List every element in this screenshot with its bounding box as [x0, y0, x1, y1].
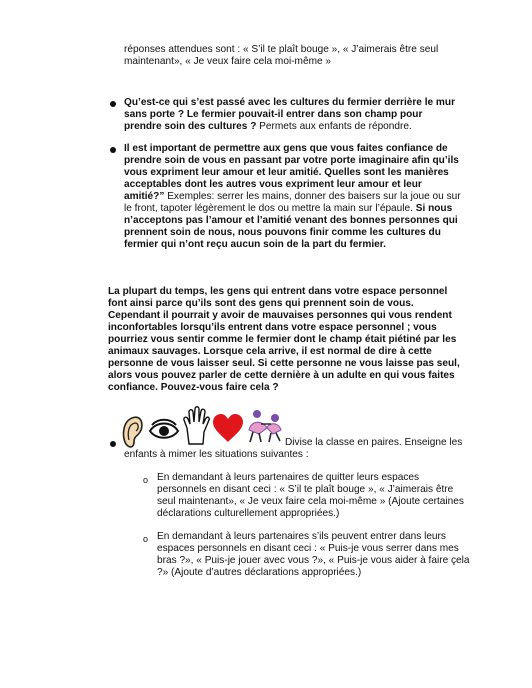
ear-icon: [118, 412, 146, 452]
intro-line-2: maintenant», « Je veux faire cela moi-même »: [124, 56, 332, 67]
main-paragraph: La plupart du temps, les gens qui entrent dans votre espace personnel font ainsi parce qu’ils sont des gens qui prennent soin de vous. Cependant il pourrait y avoir de mauvaises personnes qui vous rendent inconfortables lorsqu’ils entrent dans votre espace personnel ; vous pourriez vous sentir comme le fermier dont le champ était piétiné par les animaux sauvages. Lorsque cela arrive, il est normal de dire à cette personne de vous laisser seul. Si cette personne ne vous laisse pas seul, alors vous pouvez parler de cette dernière à un adulte en qui vous faites confiance. Pouvez-vous faire cela ?: [108, 286, 460, 393]
eye-icon: [148, 418, 180, 444]
bullet-marker: [110, 147, 116, 153]
intro-line-1: réponses attendues sont : « S’il te plaît bouge », « J’aimerais être seul: [124, 44, 439, 55]
bullet-marker: [110, 441, 116, 447]
bullet-3-text-line-1: Divise la classe en paires. Enseigne les: [285, 437, 463, 448]
bullet-1-text: [124, 97, 462, 133]
sub-bullet-marker: o: [143, 534, 149, 544]
bullet-2-text: [124, 143, 464, 251]
bullet-1-instruction: Permets aux enfants de répondre.: [256, 121, 412, 132]
hand-icon: [181, 406, 211, 446]
bullet-2-bold-tail: Si nous n’acceptons pas l’amour et l’amitié venant des bonnes personnes qui prennent soin de nous, nous pouvons finir comme les cultures du fermier qui n’ont reçu aucun soin de la part du fermier.: [124, 203, 458, 250]
sub-bullet-marker: o: [143, 475, 149, 485]
bullet-2-bold-lead: Il est important de permettre aux gens que vous faites confiance de prendre soin de vous en passant par votre porte imaginaire afin qu’ils vous expriment leur amour et leur amitié. Quelles sont les manières acceptables dont les autres vous expriment leur amour et leur amitié?”: [124, 143, 459, 202]
bullet-1-question: Qu’est-ce qui s’est passé avec les cultures du fermier derrière le mur sans porte ? Le fermier pouvait-il entrer dans son champ pour prendre soin des cultures ?: [124, 97, 455, 132]
sub-bullet-1-text: En demandant à leurs partenaires de quitter leurs espaces personnels en disant ceci : « S’il te plaît bouge », « J’aimerais être seul maintenant», « Je veux faire cela moi-même » (Ajoute certaines déclarations culturellement appropriées.): [157, 472, 464, 519]
bullet-2-examples: Exemples: serrer les mains, donner des baisers sur la joue ou sur le front, tapoter légèrement le dos ou mettre la main sur l’épaule.: [124, 191, 461, 214]
sub-bullet-2-text: En demandant à leurs partenaires s’ils peuvent entrer dans leurs espaces personnels en disant ceci : « Puis-je vous serrer dans mes bras ?», « Puis-je jouer avec vous ?», « Puis-je vous aider à faire çela ?» (Ajoute d’autres déclarations appropriées.): [157, 531, 470, 578]
intro-text: [124, 44, 464, 68]
dancing-figures-icon: [245, 408, 285, 444]
heart-icon: [212, 414, 244, 444]
bullet-3-text-line-2: enfants à mimer les situations suivantes :: [124, 449, 309, 460]
bullet-marker: [110, 101, 116, 107]
